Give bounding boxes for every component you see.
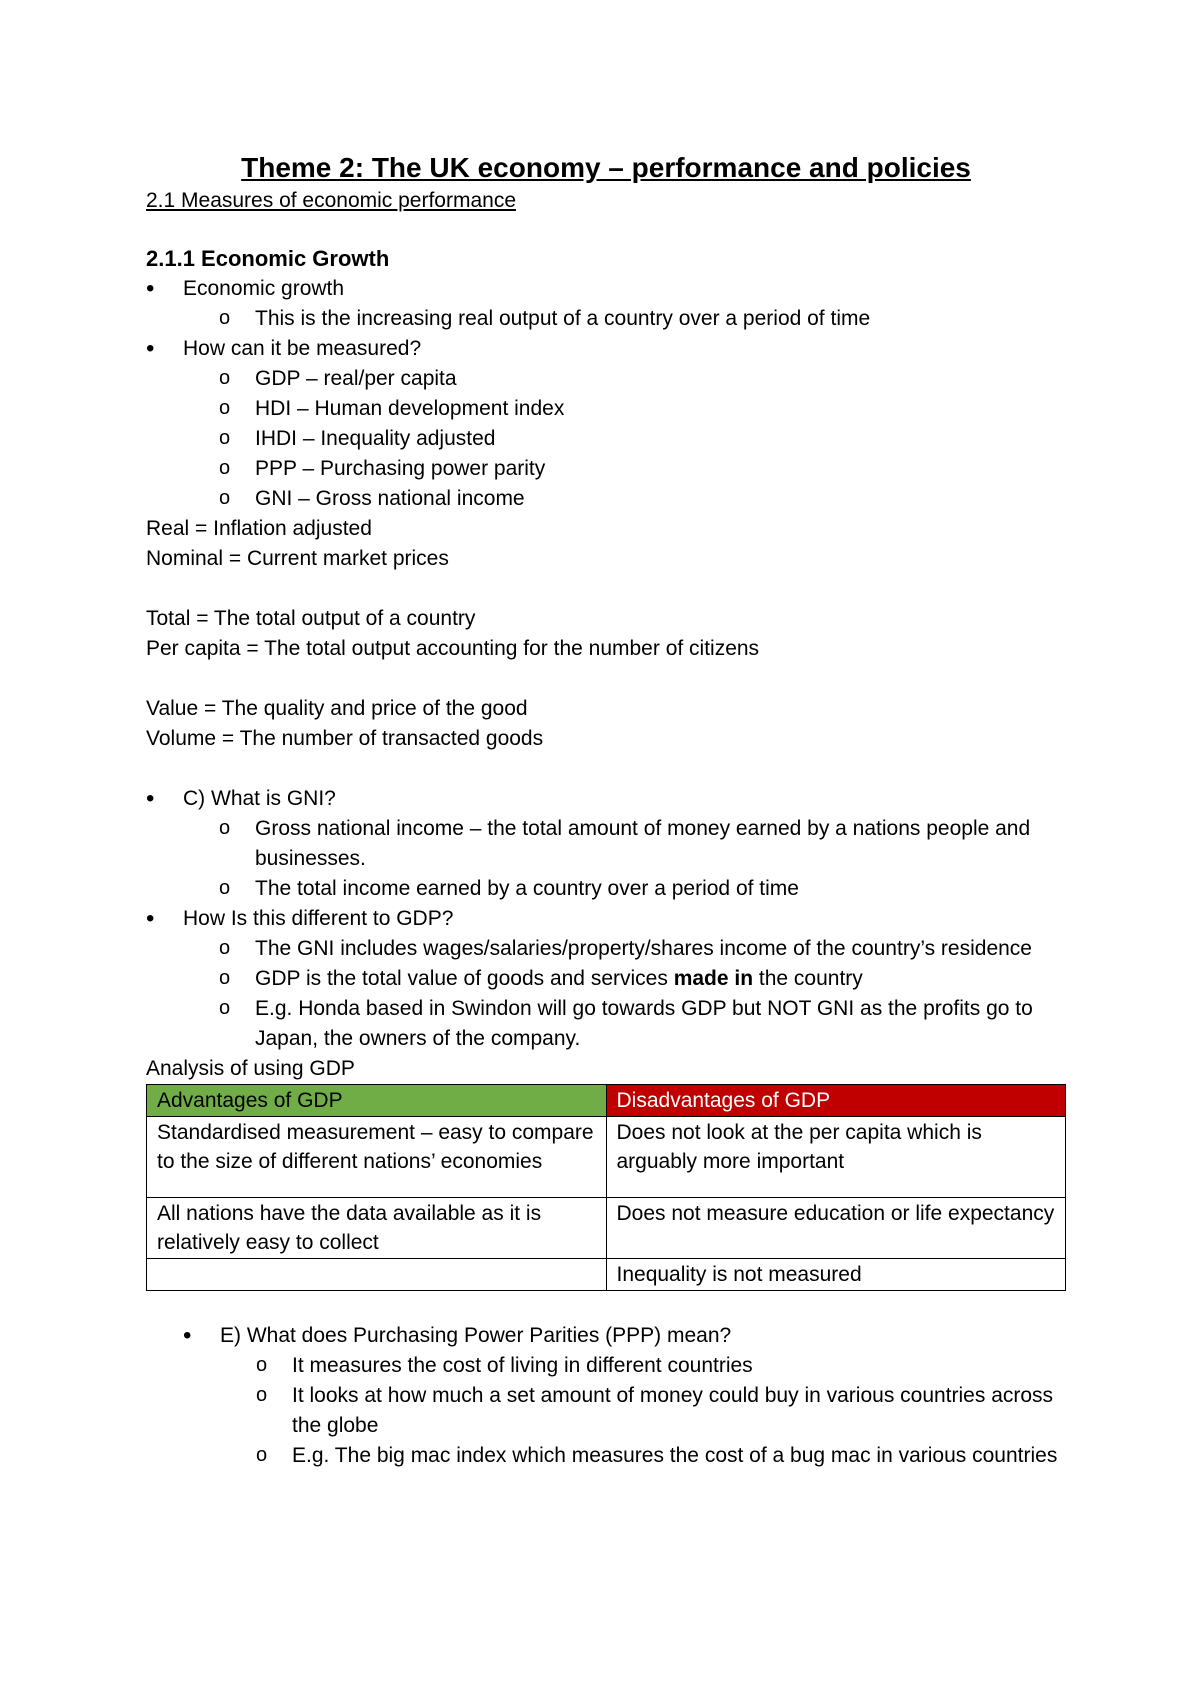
gni-list [146,784,1066,1054]
definition-total: Total = The total output of a country [146,607,476,630]
section-subtitle: 2.1 Measures of economic performance [146,189,517,212]
sub-list [183,304,1066,334]
sub-list-item: o The total income earned by a country over a period of time [219,874,1066,904]
sub-list-item: o PPP – Purchasing power parity [219,454,1066,484]
sub-list-item: o Gross national income – the total amount of money earned by a nations people and businesses. [219,814,1066,874]
table-row [147,1117,1066,1198]
sub-list-item: o The GNI includes wages/salaries/property/shares income of the country’s residence [219,934,1066,964]
table-row [147,1259,1066,1291]
bullet-text: E) What does Purchasing Power Parities (PPP) mean? [220,1324,732,1347]
sub-list [183,934,1066,1054]
sub-list [183,814,1066,904]
list-item [146,784,1066,904]
page-title: Theme 2: The UK economy – performance and policies [241,152,971,183]
section-heading: 2.1.1 Economic Growth [146,246,390,271]
table-cell-disadvantage: Does not measure education or life expectancy [606,1198,1066,1259]
definition-value: Value = The quality and price of the good [146,697,528,720]
ppp-list [146,1321,1066,1471]
sub-list-item: o It looks at how much a set amount of money could buy in various countries across the globe [256,1381,1066,1441]
emphasis-text: made in [673,967,754,990]
sub-list-item: o It measures the cost of living in different countries [256,1351,1066,1381]
sub-list-item [219,964,1066,994]
table-caption: Analysis of using GDP [146,1057,355,1080]
table-cell-advantage: All nations have the data available as it is relatively easy to collect [147,1198,607,1259]
list-item [183,1321,1066,1471]
sub-list-item: o GNI – Gross national income [219,484,1066,514]
text-segment: GDP is the total value of goods and services [255,967,674,990]
advantages-header: Advantages of GDP [147,1085,607,1117]
list-item [146,274,1066,334]
bullet-text: Economic growth [183,277,345,300]
bullet-text: How can it be measured? [183,337,422,360]
definition-volume: Volume = The number of transacted goods [146,727,544,750]
table-header-row [147,1085,1066,1117]
gdp-analysis-table [146,1084,1066,1291]
document-content [146,150,1066,1471]
sub-list-item: o IHDI – Inequality adjusted [219,424,1066,454]
table-cell-advantage: Standardised measurement – easy to compare to the size of different nations’ economies [147,1117,607,1198]
bullet-text: How Is this different to GDP? [183,907,454,930]
sub-list-item: o E.g. The big mac index which measures the cost of a bug mac in various countries [256,1441,1066,1471]
sub-list-item: o E.g. Honda based in Swindon will go towards GDP but NOT GNI as the profits go to Japan, the owners of the company. [219,994,1066,1054]
list-item [146,904,1066,1054]
list-item [146,334,1066,514]
definition-nominal: Nominal = Current market prices [146,547,449,570]
definition-real: Real = Inflation adjusted [146,517,372,540]
sub-list-item: o HDI – Human development index [219,394,1066,424]
disadvantages-header: Disadvantages of GDP [606,1085,1066,1117]
table-row [147,1198,1066,1259]
table-cell-disadvantage: Does not look at the per capita which is arguably more important [606,1117,1066,1198]
ppp-section [146,1321,1066,1471]
sub-list [183,364,1066,514]
sub-list [220,1351,1066,1471]
sub-list-item: o GDP – real/per capita [219,364,1066,394]
bullet-text: C) What is GNI? [183,787,336,810]
growth-list [146,274,1066,514]
sub-list-item: o This is the increasing real output of a country over a period of time [219,304,1066,334]
definition-per-capita: Per capita = The total output accounting for the number of citizens [146,637,760,660]
text-segment: the country [753,967,863,990]
table-cell-disadvantage: Inequality is not measured [606,1259,1066,1291]
table-cell-advantage [147,1259,607,1291]
